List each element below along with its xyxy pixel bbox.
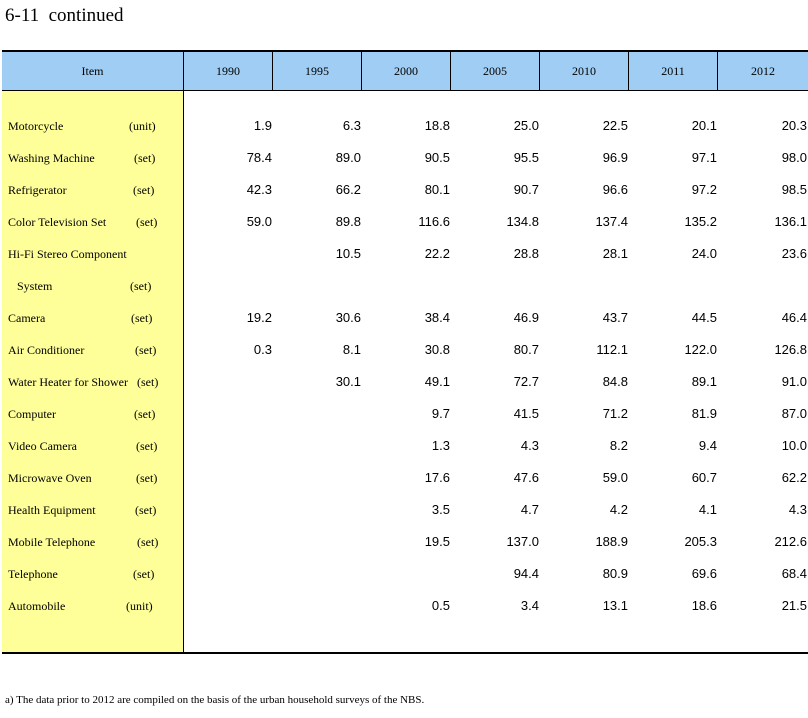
row-item-name: Health Equipment xyxy=(8,503,96,517)
cell-value-2005: 72.7 xyxy=(513,374,539,389)
table-row xyxy=(2,308,808,328)
cell-value-1995: 8.1 xyxy=(342,342,361,357)
cell-value-2011: 205.3 xyxy=(684,534,717,549)
cell-value-2005: 95.5 xyxy=(513,150,539,165)
cell-value-2011: 4.1 xyxy=(698,502,717,517)
cell-value-2011: 18.6 xyxy=(691,598,717,613)
cell-value-2005: 3.4 xyxy=(520,598,539,613)
row-item-unit: (unit) xyxy=(126,599,153,613)
table-row xyxy=(2,596,808,616)
table-row xyxy=(2,244,808,264)
row-item-unit: (set) xyxy=(134,407,156,421)
cell-value-2012: 98.0 xyxy=(781,150,807,165)
row-item-name: System xyxy=(8,279,53,293)
row-item-name: Automobile xyxy=(8,599,66,613)
row-item-name: Mobile Telephone xyxy=(8,535,96,549)
cell-value-2000: 80.1 xyxy=(424,182,450,197)
cell-value-2012: 98.5 xyxy=(781,182,807,197)
cell-value-2005: 4.3 xyxy=(520,438,539,453)
table-row xyxy=(2,116,808,136)
cell-value-2011: 60.7 xyxy=(691,470,717,485)
row-item-unit: (set) xyxy=(131,311,153,325)
row-item-unit: (set) xyxy=(133,567,155,581)
cell-value-1990: 59.0 xyxy=(246,214,272,229)
cell-value-2010: 84.8 xyxy=(602,374,628,389)
table-row xyxy=(2,212,808,232)
cell-value-2000: 116.6 xyxy=(418,214,450,229)
cell-value-2011: 9.4 xyxy=(698,438,717,453)
table-row xyxy=(2,180,808,200)
cell-value-2010: 71.2 xyxy=(602,406,628,421)
cell-value-2010: 188.9 xyxy=(595,534,628,549)
cell-value-1990: 78.4 xyxy=(246,150,272,165)
cell-value-2011: 20.1 xyxy=(691,118,717,133)
row-item-name: Motorcycle xyxy=(8,119,64,133)
cell-value-2012: 20.3 xyxy=(781,118,807,133)
cell-value-2000: 22.2 xyxy=(424,246,450,261)
cell-value-2010: 28.1 xyxy=(602,246,628,261)
cell-value-2005: 4.7 xyxy=(520,502,539,517)
row-item-unit: (set) xyxy=(136,439,158,453)
cell-value-1990: 0.3 xyxy=(253,342,272,357)
cell-value-1995: 30.6 xyxy=(335,310,361,325)
cell-value-2012: 87.0 xyxy=(781,406,807,421)
cell-value-2012: 46.4 xyxy=(781,310,807,325)
cell-value-1990: 42.3 xyxy=(246,182,272,197)
cell-value-2011: 97.1 xyxy=(691,150,717,165)
cell-value-2012: 21.5 xyxy=(781,598,807,613)
header-year: 2010 xyxy=(540,52,629,90)
cell-value-1995: 66.2 xyxy=(335,182,361,197)
table-row xyxy=(2,468,808,488)
row-item-name: Hi-Fi Stereo Component xyxy=(8,247,127,261)
row-item-unit: (set) xyxy=(134,151,156,165)
row-item-unit: (set) xyxy=(135,343,157,357)
row-item-unit: (set) xyxy=(136,215,158,229)
cell-value-2000: 38.4 xyxy=(424,310,450,325)
row-item-unit: (set) xyxy=(130,279,152,293)
cell-value-2010: 112.1 xyxy=(596,342,628,357)
cell-value-2011: 89.1 xyxy=(691,374,717,389)
cell-value-1990: 19.2 xyxy=(246,310,272,325)
row-item-unit: (unit) xyxy=(129,119,156,133)
table-row xyxy=(2,148,808,168)
table-row xyxy=(2,404,808,424)
cell-value-1995: 89.0 xyxy=(335,150,361,165)
row-item-unit: (set) xyxy=(135,503,157,517)
cell-value-1990: 1.9 xyxy=(253,118,272,133)
cell-value-2000: 0.5 xyxy=(431,598,450,613)
cell-value-2011: 44.5 xyxy=(691,310,717,325)
header-year: 2012 xyxy=(751,64,775,78)
table-row xyxy=(2,532,808,552)
cell-value-2011: 24.0 xyxy=(691,246,717,261)
table-bottom-rule xyxy=(2,652,808,654)
cell-value-2010: 8.2 xyxy=(609,438,628,453)
row-item-name: Camera xyxy=(8,311,46,325)
table-row xyxy=(2,276,808,296)
cell-value-2005: 28.8 xyxy=(513,246,539,261)
cell-value-2000: 1.3 xyxy=(431,438,450,453)
cell-value-2012: 212.6 xyxy=(774,534,807,549)
row-item-name: Computer xyxy=(8,407,56,421)
cell-value-2010: 80.9 xyxy=(602,566,628,581)
cell-value-2005: 94.4 xyxy=(513,566,539,581)
cell-value-2010: 43.7 xyxy=(602,310,628,325)
cell-value-2012: 136.1 xyxy=(774,214,807,229)
header-item: Item xyxy=(2,52,184,90)
table-row xyxy=(2,564,808,584)
header-year: 2011 xyxy=(629,52,718,90)
row-item-unit: (set) xyxy=(137,535,159,549)
cell-value-2005: 90.7 xyxy=(513,182,539,197)
row-item-name: Air Conditioner xyxy=(8,343,85,357)
cell-value-2000: 3.5 xyxy=(431,502,450,517)
row-item-unit: (set) xyxy=(133,183,155,197)
cell-value-2011: 69.6 xyxy=(691,566,717,581)
cell-value-2010: 96.9 xyxy=(602,150,628,165)
row-item-name: Video Camera xyxy=(8,439,77,453)
header-year: 1995 xyxy=(273,52,362,90)
cell-value-2000: 18.8 xyxy=(424,118,450,133)
cell-value-2005: 80.7 xyxy=(513,342,539,357)
cell-value-2010: 13.1 xyxy=(602,598,628,613)
cell-value-2010: 137.4 xyxy=(595,214,628,229)
row-item-unit: (set) xyxy=(137,375,159,389)
cell-value-2012: 68.4 xyxy=(781,566,807,581)
cell-value-2000: 30.8 xyxy=(424,342,450,357)
cell-value-2000: 17.6 xyxy=(424,470,450,485)
cell-value-2011: 122.0 xyxy=(684,342,717,357)
page-title: 6-11 continued xyxy=(5,5,124,26)
row-item-name: Refrigerator xyxy=(8,183,67,197)
cell-value-2005: 134.8 xyxy=(506,214,539,229)
row-item-unit: (set) xyxy=(136,471,158,485)
cell-value-1995: 89.8 xyxy=(335,214,361,229)
cell-value-2010: 4.2 xyxy=(609,502,628,517)
cell-value-2011: 97.2 xyxy=(691,182,717,197)
cell-value-2005: 46.9 xyxy=(513,310,539,325)
cell-value-2011: 135.2 xyxy=(684,214,717,229)
cell-value-2005: 25.0 xyxy=(513,118,539,133)
cell-value-2012: 23.6 xyxy=(781,246,807,261)
cell-value-2012: 62.2 xyxy=(781,470,807,485)
footnote: a) The data prior to 2012 are compiled on the basis of the urban household surveys of the NBS. xyxy=(5,694,425,706)
cell-value-2005: 41.5 xyxy=(513,406,539,421)
cell-value-2000: 90.5 xyxy=(424,150,450,165)
cell-value-2012: 126.8 xyxy=(774,342,807,357)
cell-value-2000: 9.7 xyxy=(431,406,450,421)
cell-value-1995: 6.3 xyxy=(342,118,361,133)
table-row xyxy=(2,340,808,360)
cell-value-1995: 10.5 xyxy=(335,246,361,261)
cell-value-2000: 49.1 xyxy=(424,374,450,389)
row-item-name: Washing Machine xyxy=(8,151,95,165)
table-row xyxy=(2,500,808,520)
table-row xyxy=(2,372,808,392)
table-row xyxy=(2,436,808,456)
row-item-name: Color Television Set xyxy=(8,215,107,229)
row-item-name: Microwave Oven xyxy=(8,471,92,485)
cell-value-2012: 10.0 xyxy=(781,438,807,453)
header-year: 1990 xyxy=(184,52,273,90)
row-item-name: Telephone xyxy=(8,567,58,581)
row-item-name: Water Heater for Shower xyxy=(8,375,128,389)
cell-value-2012: 91.0 xyxy=(781,374,807,389)
table-header xyxy=(2,52,808,91)
cell-value-2010: 96.6 xyxy=(602,182,628,197)
cell-value-2012: 4.3 xyxy=(788,502,807,517)
cell-value-2011: 81.9 xyxy=(691,406,717,421)
cell-value-2005: 47.6 xyxy=(513,470,539,485)
cell-value-1995: 30.1 xyxy=(335,374,361,389)
cell-value-2000: 19.5 xyxy=(424,534,450,549)
header-year: 2000 xyxy=(362,52,451,90)
header-year: 2005 xyxy=(451,52,540,90)
cell-value-2010: 59.0 xyxy=(602,470,628,485)
cell-value-2010: 22.5 xyxy=(602,118,628,133)
cell-value-2005: 137.0 xyxy=(506,534,539,549)
